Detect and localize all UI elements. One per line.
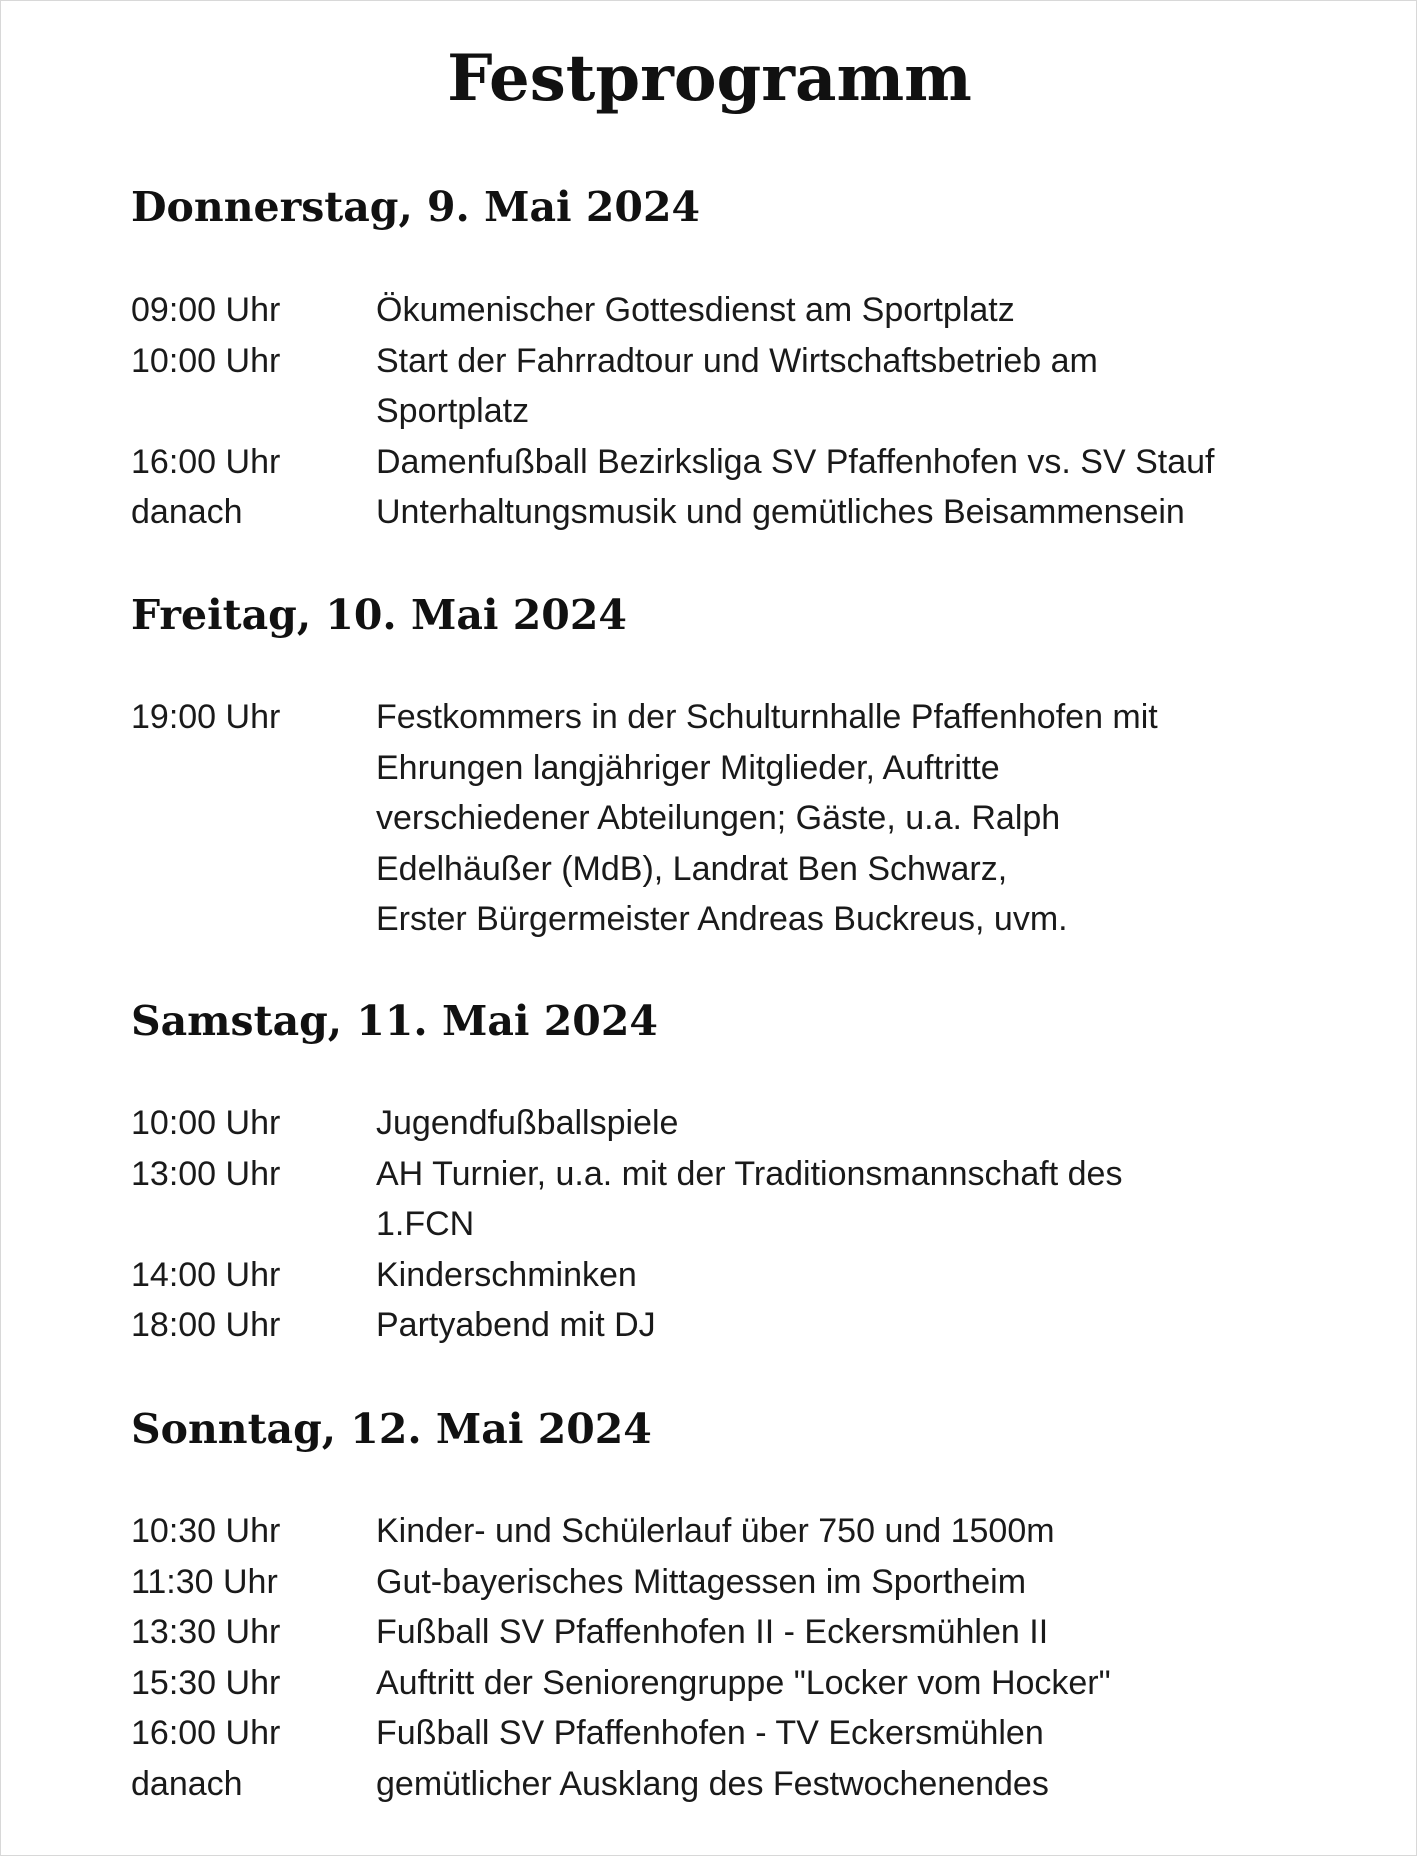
entry-time: 16:00 Uhr [131,442,281,481]
schedule-entry [131,1098,1351,1149]
entry-time: danach [131,1764,243,1803]
entry-description-line: Fußball SV Pfaffenhofen II - Eckersmühlen II [376,1613,1049,1651]
entry-time: 18:00 Uhr [131,1306,281,1344]
entry-description-line: Sportplatz [376,392,530,430]
entry-description-line: Gut-bayerisches Mittagessen im Sportheim [376,1562,1027,1601]
entry-description [376,1759,1276,1810]
entry-time: 13:00 Uhr [131,1154,281,1193]
schedule-entry [131,1506,1351,1557]
entry-description-line: Erster Bürgermeister Andreas Buckreus, uvm. [376,900,1068,938]
schedule-list-friday [131,692,1351,945]
schedule-entry [131,1759,1351,1810]
entry-description-line: Jugendfußballspiele [376,1104,679,1142]
entry-description [376,487,1276,538]
entry-description-line: Auftritt der Seniorengruppe "Locker vom Hocker" [376,1663,1111,1702]
schedule-list-sunday [131,1506,1351,1809]
entry-description [376,1250,1276,1301]
schedule-list-saturday [131,1098,1351,1351]
entry-time: 11:30 Uhr [131,1562,278,1601]
schedule-entry [131,1658,1351,1709]
day-heading-thursday: Donnerstag, 9. Mai 2024 [131,183,700,231]
entry-time: danach [131,493,243,531]
entry-description-line: gemütlicher Ausklang des Festwochenendes [376,1764,1049,1803]
entry-description-line: 1.FCN [376,1205,475,1243]
entry-description [376,437,1276,488]
entry-time: 19:00 Uhr [131,698,281,736]
entry-description [376,1506,1276,1557]
entry-description-line: Damenfußball Bezirksliga SV Pfaffenhofen vs. SV Stauf [376,442,1215,481]
entry-description [376,1149,1276,1250]
entry-time: 10:00 Uhr [131,1104,281,1142]
schedule-entry [131,437,1351,488]
schedule-entry [131,1250,1351,1301]
entry-time: 10:30 Uhr [131,1512,281,1550]
entry-time: 15:30 Uhr [131,1663,281,1702]
entry-description [376,692,1276,945]
entry-description [376,1658,1276,1709]
entry-description-line: Partyabend mit DJ [376,1306,656,1344]
entry-time: 09:00 Uhr [131,291,281,329]
entry-description-line: verschiedener Abteilungen; Gäste, u.a. Ralph [376,799,1061,837]
entry-time: 13:30 Uhr [131,1613,281,1651]
entry-time: 16:00 Uhr [131,1714,281,1752]
entry-time: 10:00 Uhr [131,341,281,380]
entry-description-line: Festkommers in der Schulturnhalle Pfaffenhofen mit [376,698,1158,736]
entry-description [376,1708,1276,1759]
entry-time: 14:00 Uhr [131,1255,281,1294]
schedule-entry [131,336,1351,437]
page-title: Festprogramm [447,41,972,116]
entry-description-line: Ehrungen langjähriger Mitglieder, Auftritte [376,748,1000,787]
entry-description-line: Unterhaltungsmusik und gemütliches Beisammensein [376,493,1185,531]
entry-description [376,1098,1276,1149]
entry-description-line: AH Turnier, u.a. mit der Traditionsmannschaft des [376,1154,1123,1193]
schedule-entry [131,1300,1351,1351]
schedule-entry [131,1149,1351,1250]
entry-description-line: Kinder- und Schülerlauf über 750 und 1500m [376,1512,1055,1550]
entry-description-line: Kinderschminken [376,1255,637,1294]
entry-description [376,285,1276,336]
day-heading-friday: Freitag, 10. Mai 2024 [131,591,627,639]
schedule-entry [131,692,1351,945]
day-heading-saturday: Samstag, 11. Mai 2024 [131,997,658,1045]
entry-description [376,1300,1276,1351]
entry-description-line: Edelhäußer (MdB), Landrat Ben Schwarz, [376,849,1008,888]
entry-description [376,1557,1276,1608]
entry-description-line: Ökumenischer Gottesdienst am Sportplatz [376,291,1015,329]
schedule-entry [131,1708,1351,1759]
day-heading-sunday: Sonntag, 12. Mai 2024 [131,1405,652,1453]
schedule-entry [131,1557,1351,1608]
schedule-list-thursday [131,285,1351,538]
schedule-entry [131,487,1351,538]
schedule-entry [131,285,1351,336]
entry-description-line: Fußball SV Pfaffenhofen - TV Eckersmühlen [376,1714,1044,1752]
entry-description [376,1607,1276,1658]
entry-description [376,336,1276,437]
entry-description-line: Start der Fahrradtour und Wirtschaftsbetrieb am [376,341,1098,380]
schedule-entry [131,1607,1351,1658]
